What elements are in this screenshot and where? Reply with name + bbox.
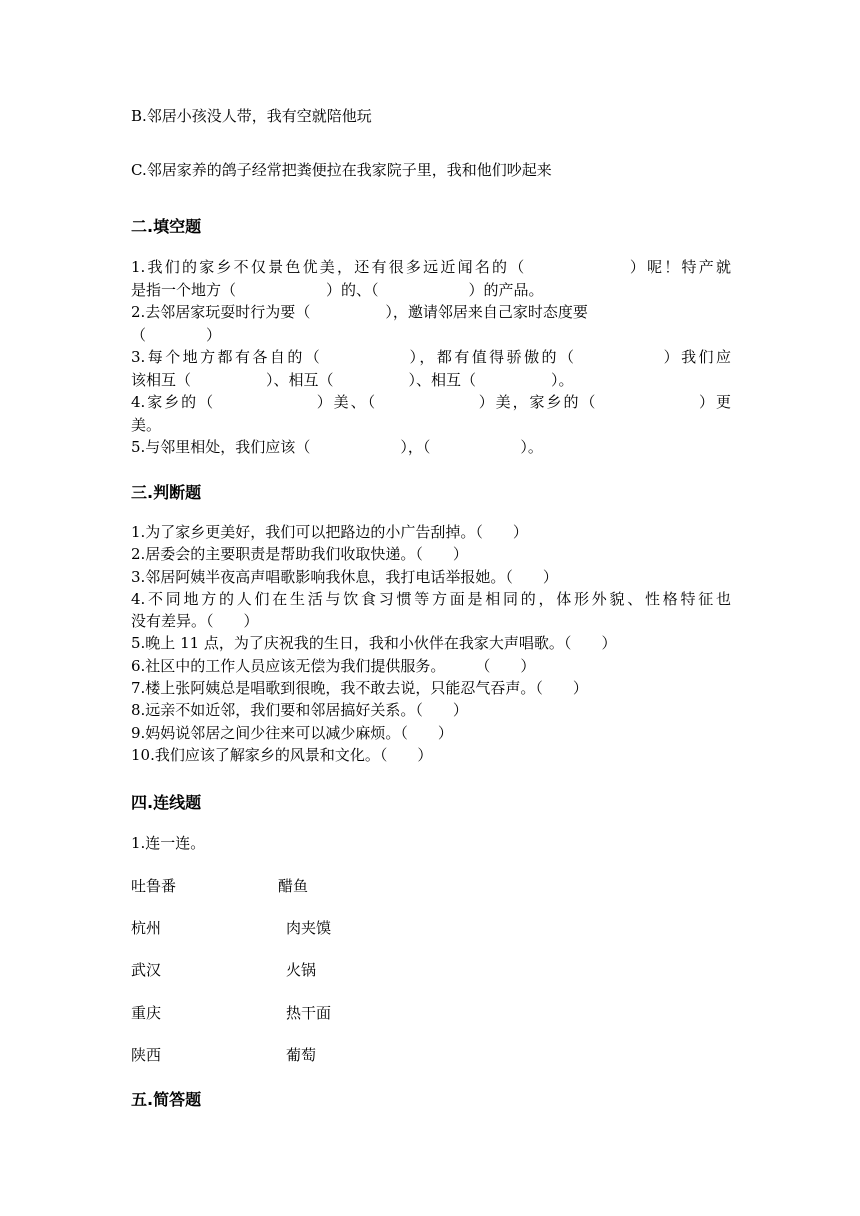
judgement-questions — [131, 521, 731, 766]
judge-q9: 9.妈妈说邻居之间少往来可以减少麻烦。（ ） — [131, 723, 453, 742]
fill-q4-line1: 4.家乡的（ ）美、（ ）美，家乡的（ ）更 — [131, 393, 731, 411]
judge-q7: 7.楼上张阿姨总是唱歌到很晚，我不敢去说，只能忍气吞声。（ ） — [131, 679, 588, 698]
match-instruction: 1.连一连。 — [131, 834, 206, 852]
judge-q4-line2: 没有差异。（ ） — [131, 612, 259, 631]
choice-option-b: B.邻居小孩没人带，我有空就陪他玩 — [131, 107, 372, 125]
match-place: 武汉 — [131, 961, 162, 979]
match-food: 热干面 — [286, 1004, 332, 1022]
fill-q3-line1: 3.每个地方都有各自的（ ），都有值得骄傲的（ ）我们应 — [131, 348, 731, 366]
judge-q8: 8.远亲不如近邻，我们要和邻居搞好关系。（ ） — [131, 701, 468, 720]
fill-blank-questions — [131, 256, 731, 459]
judge-q10: 10.我们应该了解家乡的风景和文化。（ ） — [131, 745, 433, 764]
fill-q5: 5.与邻里相处，我们应该（ ），（ ）。 — [131, 438, 543, 456]
match-place: 吐鲁番 — [131, 877, 177, 895]
fill-q1-line2: 是指一个地方（ ）的、（ ）的产品。 — [131, 280, 544, 299]
match-food: 醋鱼 — [278, 877, 309, 895]
fill-q2-line2: （ ） — [131, 325, 222, 344]
judge-q1: 1.为了家乡更美好，我们可以把路边的小广告刮掉。（ ） — [131, 523, 528, 541]
match-place: 陕西 — [131, 1046, 162, 1064]
match-food: 火锅 — [286, 961, 317, 979]
section-4-title: 四.连线题 — [131, 793, 202, 812]
judge-q2: 2.居委会的主要职责是帮助我们收取快递。（ ） — [131, 545, 468, 564]
judge-q6: 6.社区中的工作人员应该无偿为我们提供服务。 （ ） — [131, 656, 536, 675]
match-place: 重庆 — [131, 1004, 162, 1022]
fill-q3-line2: 该相互（ ）、相互（ ）、相互（ ）。 — [131, 370, 574, 389]
fill-q1-line1: 1.我们的家乡不仅景色优美，还有很多远近闻名的（ ）呢！特产就 — [131, 258, 731, 276]
match-food: 肉夹馍 — [286, 919, 332, 937]
section-2-title: 二.填空题 — [131, 217, 202, 236]
fill-q2-line1: 2.去邻居家玩耍时行为要（ ），邀请邻居来自己家时态度要 — [131, 303, 588, 321]
match-place: 杭州 — [131, 919, 162, 937]
match-food: 葡萄 — [286, 1046, 317, 1064]
section-5-title: 五.简答题 — [131, 1090, 202, 1109]
judge-q4-line1: 4.不同地方的人们在生活与饮食习惯等方面是相同的，体形外貌、性格特征也 — [131, 589, 731, 608]
choice-option-c: C.邻居家养的鸽子经常把粪便拉在我家院子里，我和他们吵起来 — [131, 161, 552, 179]
fill-q4-line2: 美。 — [131, 415, 162, 434]
judge-q3: 3.邻居阿姨半夜高声唱歌影响我休息，我打电话举报她。（ ） — [131, 567, 558, 586]
judge-q5: 5.晚上 11 点，为了庆祝我的生日，我和小伙伴在我家大声唱歌。（ ） — [131, 634, 617, 653]
section-3-title: 三.判断题 — [131, 483, 202, 502]
